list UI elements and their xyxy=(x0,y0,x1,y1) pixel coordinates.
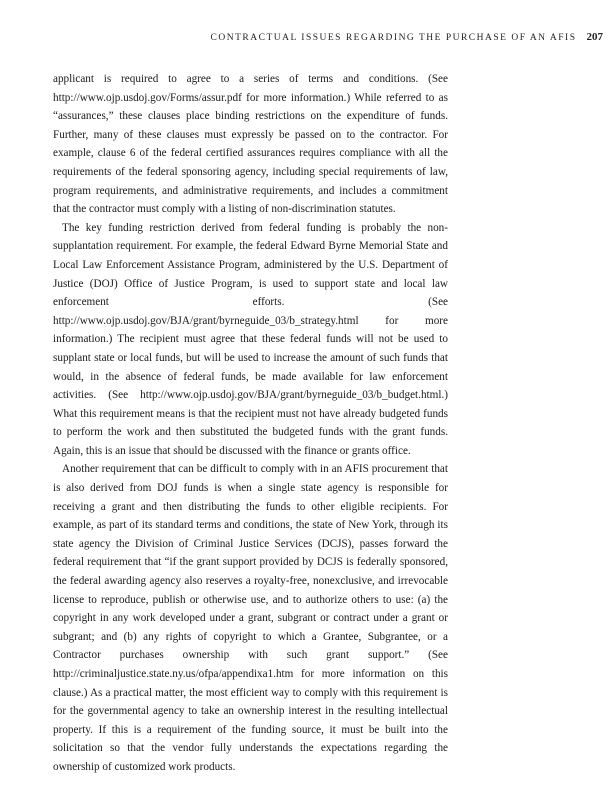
paragraph-non-supplantation: The key funding restriction derived from federal funding is probably the non-supplantation requirement. For example, the federal Edward Byrne Memorial State and Local Law Enforcement Assistance Program, administered by the U.S. Department of Justice (DOJ) Office of Justice Program, is used to support state and local law enforcement efforts. (See http://www.ojp.usdoj.gov/BJA/grant/byrneguide_03/b_strategy.html for more information.) The recipient must agree that these federal funds will not be used to supplant state or local funds, but will be used to increase the amount of such funds that would, in the absence of federal funds, be made available for law enforcement activities. (See http://www.ojp.usdoj.gov/BJA/grant/byrneguide_03/b_budget.html.) What this requirement means is that the recipient must not have already budgeted funds to perform the work and then substituted the budgeted funds with the grant funds. Again, this is an issue that should be discussed with the finance or grants office. xyxy=(53,221,448,457)
running-head xyxy=(211,31,603,43)
running-title: CONTRACTUAL ISSUES REGARDING THE PURCHASE OF AN AFIS xyxy=(210,33,577,43)
page-number: 207 xyxy=(586,31,603,43)
body-text xyxy=(53,70,448,777)
paragraph-copyright-requirement: Another requirement that can be difficult to comply with in an AFIS procurement that is also derived from DOJ funds is when a single state agency is responsible for receiving a grant and then distributing the funds to other eligible recipients. For example, as part of its standard terms and conditions, the state of New York, through its state agency the Division of Criminal Justice Services (DCJS), passes forward the federal requirement that “if the grant support provided by DCJS is federally sponsored, the federal awarding agency also reserves a royalty-free, nonexclusive, and irrevocable license to reproduce, publish or otherwise use, and to authorize others to use: (a) the copyright in any work developed under a grant, subgrant or contract under a grant or subgrant; and (b) any rights of copyright to which a Grantee, Subgrantee, or a Contractor purchases ownership with such grant support.” (See http://criminaljustice.state.ny.us/ofpa/appendixa1.htm for more information on this clause.) As a practical matter, the most efficient way to comply with this requirement is for the governmental agency to take an ownership interest in the resulting intellectual property. If this is a requirement of the funding source, it must be built into the solicitation so that the vendor fully understands the expectations regarding the ownership of customized work products. xyxy=(53,463,448,773)
paragraph-continuation: applicant is required to agree to a series of terms and conditions. (See http://www.ojp.usdoj.gov/Forms/assur.pdf for more information.) While referred to as “assurances,” these clauses place binding restrictions on the expenditure of funds. Further, many of these clauses must expressly be passed on to the contractor. For example, clause 6 of the federal certified assurances requires compliance with all the requirements of the federal sponsoring agency, including special requirements of law, program requirements, and administrative requirements, and includes a commitment that the contractor must comply with a listing of non-discrimination statutes. xyxy=(53,73,448,216)
